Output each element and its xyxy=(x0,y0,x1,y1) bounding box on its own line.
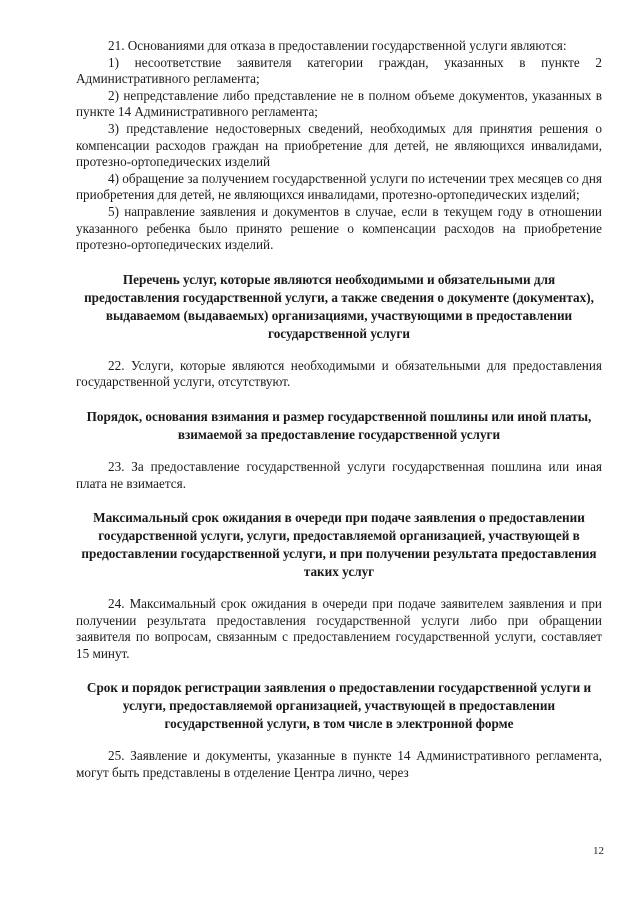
page-number: 12 xyxy=(593,845,604,857)
paragraph-21-item-5: 5) направление заявления и документов в случае, если в текущем году в отношении указанного ребенка было принято решение о компенсации расходов на приобретение протезно-ортопедических изделий. xyxy=(76,203,602,253)
paragraph-21-item-2: 2) непредставление либо представление не в полном объеме документов, указанных в пункте 14 Административного регламента; xyxy=(76,87,602,120)
paragraph-21-item-4: 4) обращение за получением государственной услуги по истечении трех месяцев со дня приобретения для детей, не являющихся инвалидами, протезно-ортопедических изделий; xyxy=(76,170,602,203)
paragraph-22: 22. Услуги, которые являются необходимыми и обязательными для предоставления государственной услуги, отсутствуют. xyxy=(76,357,602,390)
section-heading-registration: Срок и порядок регистрации заявления о предоставлении государственной услуги и услуги, предоставляемой организацией, участвующей в предоставлении государственной услуги, в том числе в электронной форме xyxy=(86,680,592,732)
section-heading-fee: Порядок, основания взимания и размер государственной пошлины или иной платы, взимаемой за предоставление государственной услуги xyxy=(86,408,592,442)
section-heading-queue: Максимальный срок ожидания в очереди при подаче заявления о предоставлении государственной услуги, услуги, предоставляемой организацией, участвующей в предоставлении государственной услуги, и при получении результата предоставления таких услуг xyxy=(81,510,597,580)
paragraph-24: 24. Максимальный срок ожидания в очереди при подаче заявителем заявления и при получении результата предоставления государственной услуги либо при обращении заявителя по вопросам, связанным с предоставлением государственной услуги, составляет 15 минут. xyxy=(76,596,602,661)
paragraph-23: 23. За предоставление государственной услуги государственная пошлина или иная плата не взимается. xyxy=(76,458,602,491)
paragraph-21-item-1: 1) несоответствие заявителя категории граждан, указанных в пункте 2 Административного регламента; xyxy=(76,54,602,87)
paragraph-21-item-3: 3) представление недостоверных сведений, необходимых для принятия решения о компенсации расходов граждан на приобретение для детей, не являющихся инвалидами, протезно-ортопедических изделий xyxy=(76,120,602,170)
document-page xyxy=(76,38,602,782)
paragraph-25: 25. Заявление и документы, указанные в пункте 14 Административного регламента, могут быть представлены в отделение Центра лично, через xyxy=(76,748,602,781)
section-heading-services: Перечень услуг, которые являются необходимыми и обязательными для предоставления государственной услуги, а также сведения о документе (документах), выдаваемом (выдаваемых) организациями, участвующими в предоставлении государственной услуги xyxy=(84,271,594,341)
paragraph-21-intro: 21. Основаниями для отказа в предоставлении государственной услуги являются: xyxy=(108,38,567,53)
